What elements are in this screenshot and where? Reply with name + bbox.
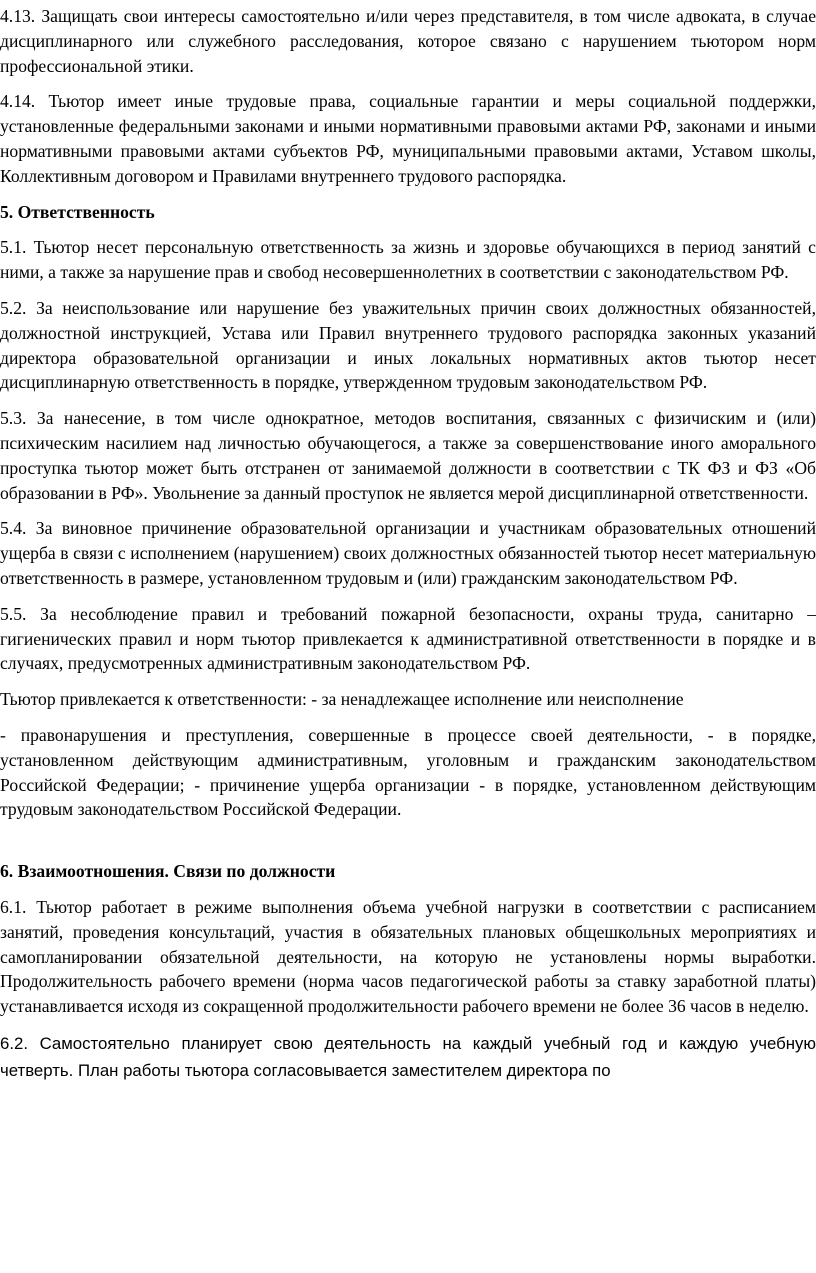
paragraph-5-2: 5.2. За неиспользование или нарушение без уважительных причин своих должностных обязанностей, должностной инструкцией, Устава или Правил внутреннего трудового распорядка законных указаний директора образовательной организации и иных локальных нормативных актов тьютор несет дисциплинарную ответственность в порядке, утвержденном трудовым законодательством РФ. bbox=[0, 297, 816, 393]
paragraph-6-1: 6.1. Тьютор работает в режиме выполнения объема учебной нагрузки в соответствии с расписанием занятий, проведения консультаций, участия в обязательных плановых общешкольных мероприятиях и самопланировании обязательной деятельности, на которую не установлены нормы выработки. Продолжительность рабочего времени (норма часов педагогической работы за ставку заработной платы) устанавливается исходя из сокращенной продолжительности рабочего времени не более 36 часов в неделю. bbox=[0, 896, 816, 1017]
paragraph-5-5: 5.5. За несоблюдение правил и требований пожарной безопасности, охраны труда, санитарно – гигиенических правил и норм тьютор привлекается к административной ответственности в порядке и в случаях, предусмотренных административным законодательством РФ. bbox=[0, 603, 816, 674]
paragraph-6-2: 6.2. Самостоятельно планирует свою деятельность на каждый учебный год и каждую учебную четверть. План работы тьютора согласовывается заместителем директора по bbox=[0, 1033, 816, 1080]
paragraph-5-4: 5.4. За виновное причинение образовательной организации и участникам образовательных отношений ущерба в связи с исполнением (нарушением) своих должностных обязанностей тьютор несет материальную ответственность в размере, установленном трудовым и (или) гражданским законодательством РФ. bbox=[0, 518, 816, 588]
paragraph-4-13: 4.13. Защищать свои интересы самостоятельно и/или через представителя, в том числе адвоката, в случае дисциплинарного или служебного расследования, которое связано с нарушением тьютором норм профессиональной этики. bbox=[0, 6, 816, 76]
section-heading-6: 6. Взаимоотношения. Связи по должности bbox=[0, 861, 336, 882]
paragraph-liability-intro: Тьютор привлекается к ответственности: - за ненадлежащее исполнение или неисполнение bbox=[0, 689, 684, 710]
paragraph-5-3: 5.3. За нанесение, в том числе однократное, методов воспитания, связанных с физичиским и (или) психическим насилием над личностью обучающегося, а также за совершенствование иного аморального проступка тьютор может быть отстранен от занимаемой должности в соответствии с ТК ФЗ и ФЗ «Об образовании в РФ». Увольнение за данный проступок не является мерой дисциплинарной ответственности. bbox=[0, 408, 816, 503]
paragraph-4-14: 4.14. Тьютор имеет иные трудовые права, социальные гарантии и меры социальной поддержки, установленные федеральными законами и иными нормативными правовыми актами РФ, законами и иными нормативными правовыми актами субъектов РФ, муниципальными правовыми актами, Уставом школы, Коллективным договором и Правилами внутреннего трудового распорядка. bbox=[0, 91, 816, 186]
blank-spacer bbox=[0, 833, 816, 859]
paragraph-liability-list: - правонарушения и преступления, совершенные в процессе своей деятельности, - в порядке, установленном действующим административным, уголовным и гражданским законодательством Российской Федерации; - причинение ущерба организации - в порядке, установленном действующим трудовым законодательством Российской Федерации. bbox=[0, 724, 816, 820]
section-heading-5: 5. Ответственность bbox=[0, 201, 155, 222]
paragraph-5-1: 5.1. Тьютор несет персональную ответственность за жизнь и здоровье обучающихся в период занятий с ними, а также за нарушение прав и свобод несовершеннолетних в соответствии с законодательством РФ. bbox=[0, 237, 816, 283]
